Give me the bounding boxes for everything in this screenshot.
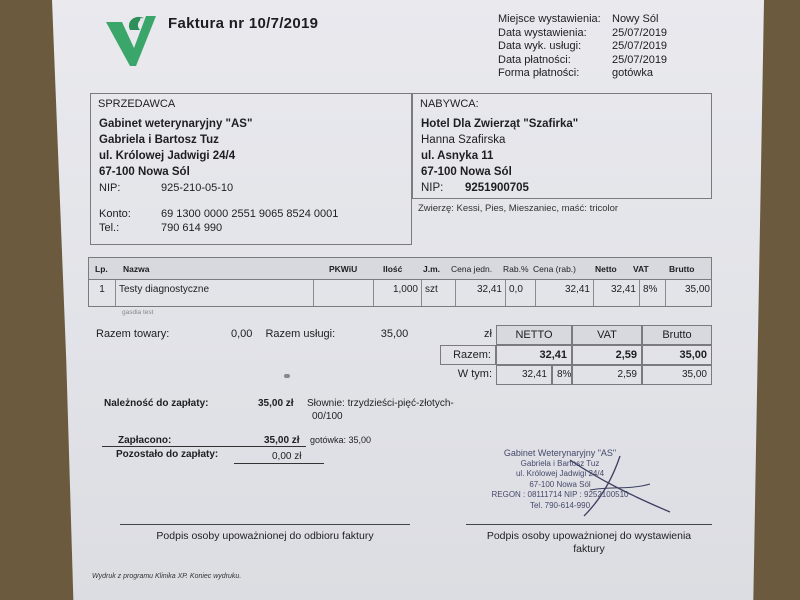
meta-issue-date	[498, 27, 667, 41]
cash-paid: gotówka: 35,00	[310, 435, 372, 445]
item-subtext: gasdia test	[122, 309, 154, 316]
seller-box	[90, 93, 412, 245]
seller-street: ul. Królowej Jadwigi 24/4	[99, 150, 236, 162]
col-cena: Cena jedn.	[451, 264, 493, 274]
cell-brutto: 35,00	[665, 280, 713, 306]
phone-label: Tel.:	[99, 222, 120, 234]
summary-table	[440, 325, 712, 385]
cell-cena: 32,41	[455, 280, 505, 306]
meta-label: Data płatności:	[498, 53, 571, 66]
print-footer: Wydruk z programu Klinika XP. Koniec wydruku.	[92, 573, 242, 580]
in-words-cents: 00/100	[312, 411, 343, 422]
invoice-title: Faktura nr 10/7/2019	[168, 15, 319, 32]
wtym-rate: 8%	[552, 365, 572, 385]
col-vat: VAT	[633, 264, 649, 274]
issuer-signature-label: Podpis osoby upoważnionej do wystawienia	[486, 530, 692, 542]
cell-netto: 32,41	[593, 280, 639, 306]
buyer-details	[413, 110, 711, 196]
in-words	[307, 398, 454, 409]
seller-details	[91, 110, 411, 180]
col-brutto: Brutto	[669, 264, 695, 274]
summary-header-row	[440, 325, 712, 345]
nip-value: 9251900705	[465, 182, 529, 194]
stamp-line: Gabriela i Bartosz Tuz	[520, 458, 600, 468]
seller-nip	[91, 180, 411, 194]
col-jm: J.m.	[423, 264, 441, 274]
seller-phone	[91, 220, 411, 234]
goods-value: 0,00	[231, 328, 253, 340]
col-nazwa: Nazwa	[123, 264, 150, 274]
paid-underline	[102, 446, 248, 447]
meta-place	[498, 13, 667, 27]
seller-city: 67-100 Nowa Sól	[99, 166, 190, 178]
brutto-header: Brutto	[642, 325, 712, 345]
invoice-meta	[498, 13, 667, 81]
phone-value: 790 614 990	[161, 222, 223, 234]
buyer-heading: NABYWCA:	[420, 98, 479, 110]
meta-label: Forma płatności:	[498, 67, 580, 79]
issuer-signature-line	[466, 524, 712, 525]
seller-owners: Gabriela i Bartosz Tuz	[99, 134, 219, 146]
buyer-owner: Hanna Szafirska	[421, 134, 506, 146]
pen-mark	[284, 374, 290, 378]
cell-pkwiu	[313, 280, 373, 306]
clinic-logo-icon	[100, 8, 162, 70]
animal-info: Zwierzę: Kessi, Pies, Mieszaniec, maść: tricolor	[418, 203, 619, 214]
services-value: 35,00	[380, 328, 409, 340]
goods-label: Razem towary:	[96, 328, 170, 340]
stamp-line: ul. Królowej Jadwigi 24/4	[515, 469, 605, 478]
summary-vat-row	[440, 365, 712, 385]
paid-value: 35,00 zł	[264, 435, 300, 446]
netto-header: NETTO	[496, 325, 572, 345]
buyer-box	[412, 93, 712, 199]
total-netto: 32,41	[496, 345, 572, 365]
cell-rab: 0,0	[505, 280, 535, 306]
receiver-signature-line	[120, 524, 410, 525]
nip-value: 925-210-05-10	[161, 182, 234, 194]
in-words-label: Słownie:	[307, 398, 345, 409]
meta-value: 25/07/2019	[612, 53, 668, 66]
remaining-value: 0,00 zł	[272, 451, 302, 462]
col-cena-rab: Cena (rab.)	[533, 264, 576, 274]
cell-cena-rab: 32,41	[535, 280, 593, 306]
signature-scribble-icon	[560, 450, 680, 520]
remaining-label: Pozostało do zapłaty:	[116, 449, 219, 460]
seller-account	[91, 194, 411, 220]
wtym-vat: 2,59	[572, 365, 642, 385]
wtym-brutto: 35,00	[642, 365, 712, 385]
buyer-city: 67-100 Nowa Sól	[421, 166, 512, 178]
seller-name: Gabinet weterynaryjny "AS"	[99, 118, 253, 130]
buyer-nip	[421, 180, 711, 196]
stamp-line: 67-100 Nowa Sól	[529, 479, 591, 489]
currency-label: zł	[484, 328, 492, 340]
meta-service-date	[498, 40, 667, 54]
cell-jm: szt	[421, 280, 455, 306]
wtym-label: W tym:	[457, 368, 492, 380]
stamp-line: Tel. 790-614-990	[529, 500, 591, 510]
stamp-line: Gabinet Weterynaryjny "AS"	[503, 448, 617, 458]
services-label: Razem usługi:	[265, 328, 336, 340]
meta-value: Nowy Sól	[612, 13, 659, 25]
amount-due-value: 35,00 zł	[258, 398, 294, 409]
seller-heading: SPRZEDAWCA	[98, 98, 176, 110]
meta-value: 25/07/2019	[612, 40, 668, 52]
issuer-signature-label-2: faktury	[573, 543, 605, 555]
receiver-signature-label: Podpis osoby upoważnionej do odbioru faktury	[156, 530, 374, 542]
meta-label: Data wyk. usługi:	[498, 40, 582, 52]
amount-due-label: Należność do zapłaty:	[104, 398, 209, 409]
stamp-line: REGON : 08111714 NIP : 9252100510	[491, 490, 629, 499]
col-pkwiu: PKWiU	[329, 264, 358, 274]
meta-label: Miejsce wystawienia:	[498, 13, 601, 25]
in-words-value: trzydzieści-pięć-złotych-	[347, 398, 454, 409]
col-lp: Lp.	[95, 264, 108, 274]
meta-value: gotówka	[612, 67, 653, 79]
meta-value: 25/07/2019	[612, 26, 668, 39]
cell-lp: 1	[99, 284, 105, 295]
nip-label: NIP:	[99, 182, 121, 194]
paid-value-underline	[234, 446, 306, 447]
wtym-netto: 32,41	[496, 365, 552, 385]
meta-payment-form	[498, 67, 667, 81]
cell-ilosc: 1,000	[373, 280, 421, 306]
total-label: Razem:	[440, 345, 496, 365]
paid-label: Zapłacono:	[118, 435, 172, 446]
vat-header: VAT	[572, 325, 642, 345]
total-vat: 2,59	[572, 345, 642, 365]
goods-services-totals	[96, 328, 408, 340]
col-ilosc: Ilość	[383, 264, 403, 274]
col-netto: Netto	[595, 264, 617, 274]
col-rab: Rab.%	[503, 264, 529, 274]
meta-payment-date	[498, 54, 667, 68]
nip-label: NIP:	[421, 182, 444, 194]
buyer-street: ul. Asnyka 11	[421, 150, 494, 162]
meta-label: Data wystawienia:	[498, 26, 587, 39]
cell-vat: 8%	[639, 280, 665, 306]
summary-total-row	[440, 345, 712, 365]
remaining-underline	[234, 463, 324, 464]
total-brutto: 35,00	[642, 345, 712, 365]
buyer-name: Hotel Dla Zwierząt "Szafirka"	[421, 118, 579, 130]
account-value: 69 1300 0000 2551 9065 8524 0001	[161, 208, 339, 220]
items-header	[88, 257, 712, 279]
table-row	[88, 279, 712, 307]
account-label: Konto:	[99, 208, 131, 220]
cell-nazwa: Testy diagnostyczne	[115, 280, 313, 306]
